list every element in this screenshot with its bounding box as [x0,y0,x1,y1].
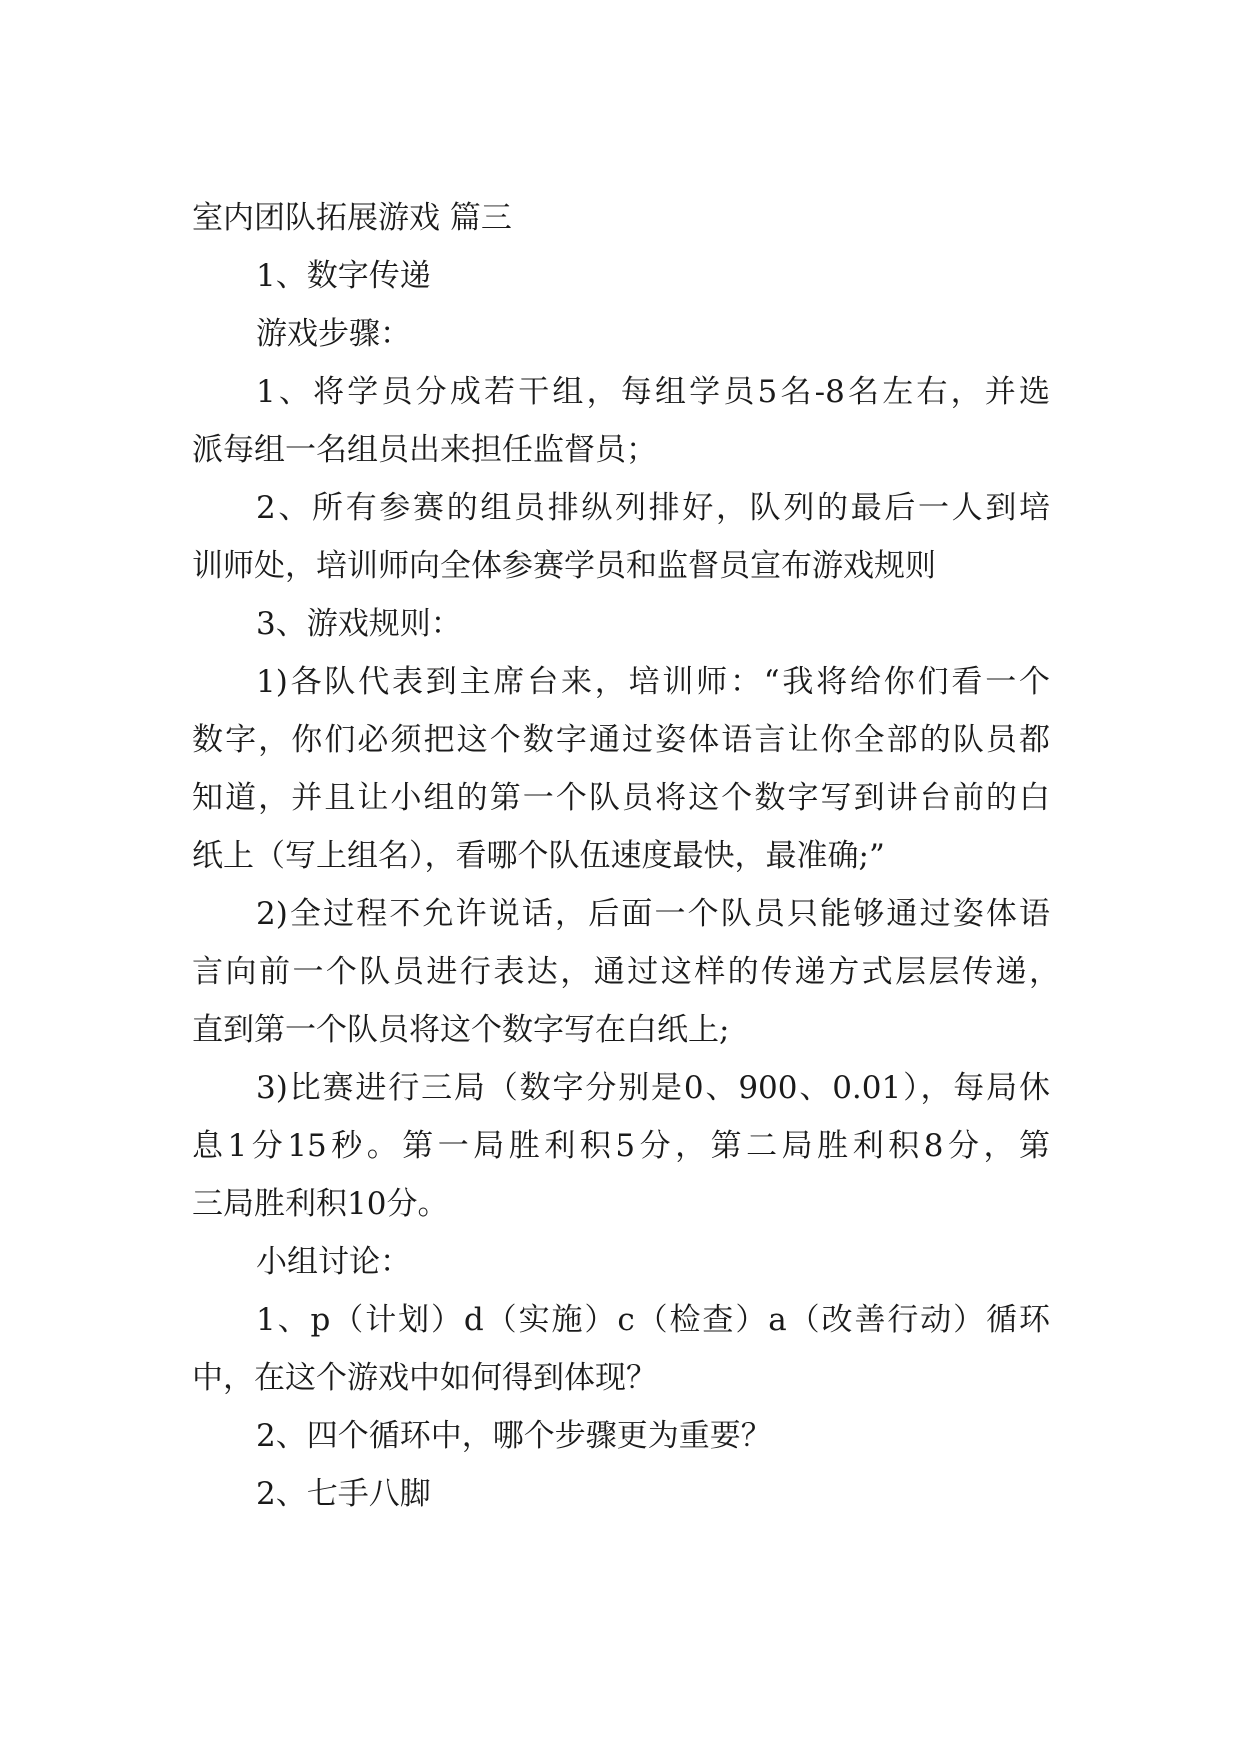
paragraph-line: 3、游戏规则： [256,606,462,642]
paragraph-line: 数字，你们必须把这个数字通过姿体语言让你全部的队员都 [192,722,1050,758]
paragraph-line: 直到第一个队员将这个数字写在白纸上; [192,1012,730,1048]
paragraph-line: 息1分15秒。第一局胜利积5分，第二局胜利积8分，第 [192,1128,1050,1164]
paragraph-line: 2、所有参赛的组员排纵列排好，队列的最后一人到培 [256,490,1050,526]
paragraph-line: 游戏步骤： [256,316,411,352]
paragraph-line: 知道，并且让小组的第一个队员将这个数字写到讲台前的白 [192,780,1050,816]
paragraph-line: 小组讨论： [256,1244,411,1280]
paragraph-line: 1)各队代表到主席台来，培训师：“我将给你们看一个 [256,664,1050,700]
paragraph-line: 2、四个循环中，哪个步骤更为重要？ [256,1418,772,1454]
paragraph-line: 2)全过程不允许说话，后面一个队员只能够通过姿体语 [256,896,1050,932]
document-title: 室内团队拓展游戏 篇三 [192,200,512,236]
paragraph-line: 1、将学员分成若干组，每组学员5名-8名左右，并选 [256,374,1050,410]
paragraph-line: 三局胜利积10分。 [192,1186,449,1222]
section-heading: 2、七手八脚 [256,1476,431,1512]
paragraph-line: 1、p（计划）d（实施）c（检查）a（改善行动）循环 [256,1302,1050,1338]
paragraph-line: 3)比赛进行三局（数字分别是0、900、0.01），每局休 [256,1070,1050,1106]
paragraph-line: 中，在这个游戏中如何得到体现？ [192,1360,657,1396]
paragraph-line: 训师处，培训师向全体参赛学员和监督员宣布游戏规则 [192,548,936,584]
section-heading: 1、数字传递 [256,258,431,294]
paragraph-line: 言向前一个队员进行表达，通过这样的传递方式层层传递， [192,954,1060,990]
paragraph-line: 派每组一名组员出来担任监督员； [192,432,657,468]
paragraph-line: 纸上（写上组名），看哪个队伍速度最快，最准确;” [192,838,885,874]
